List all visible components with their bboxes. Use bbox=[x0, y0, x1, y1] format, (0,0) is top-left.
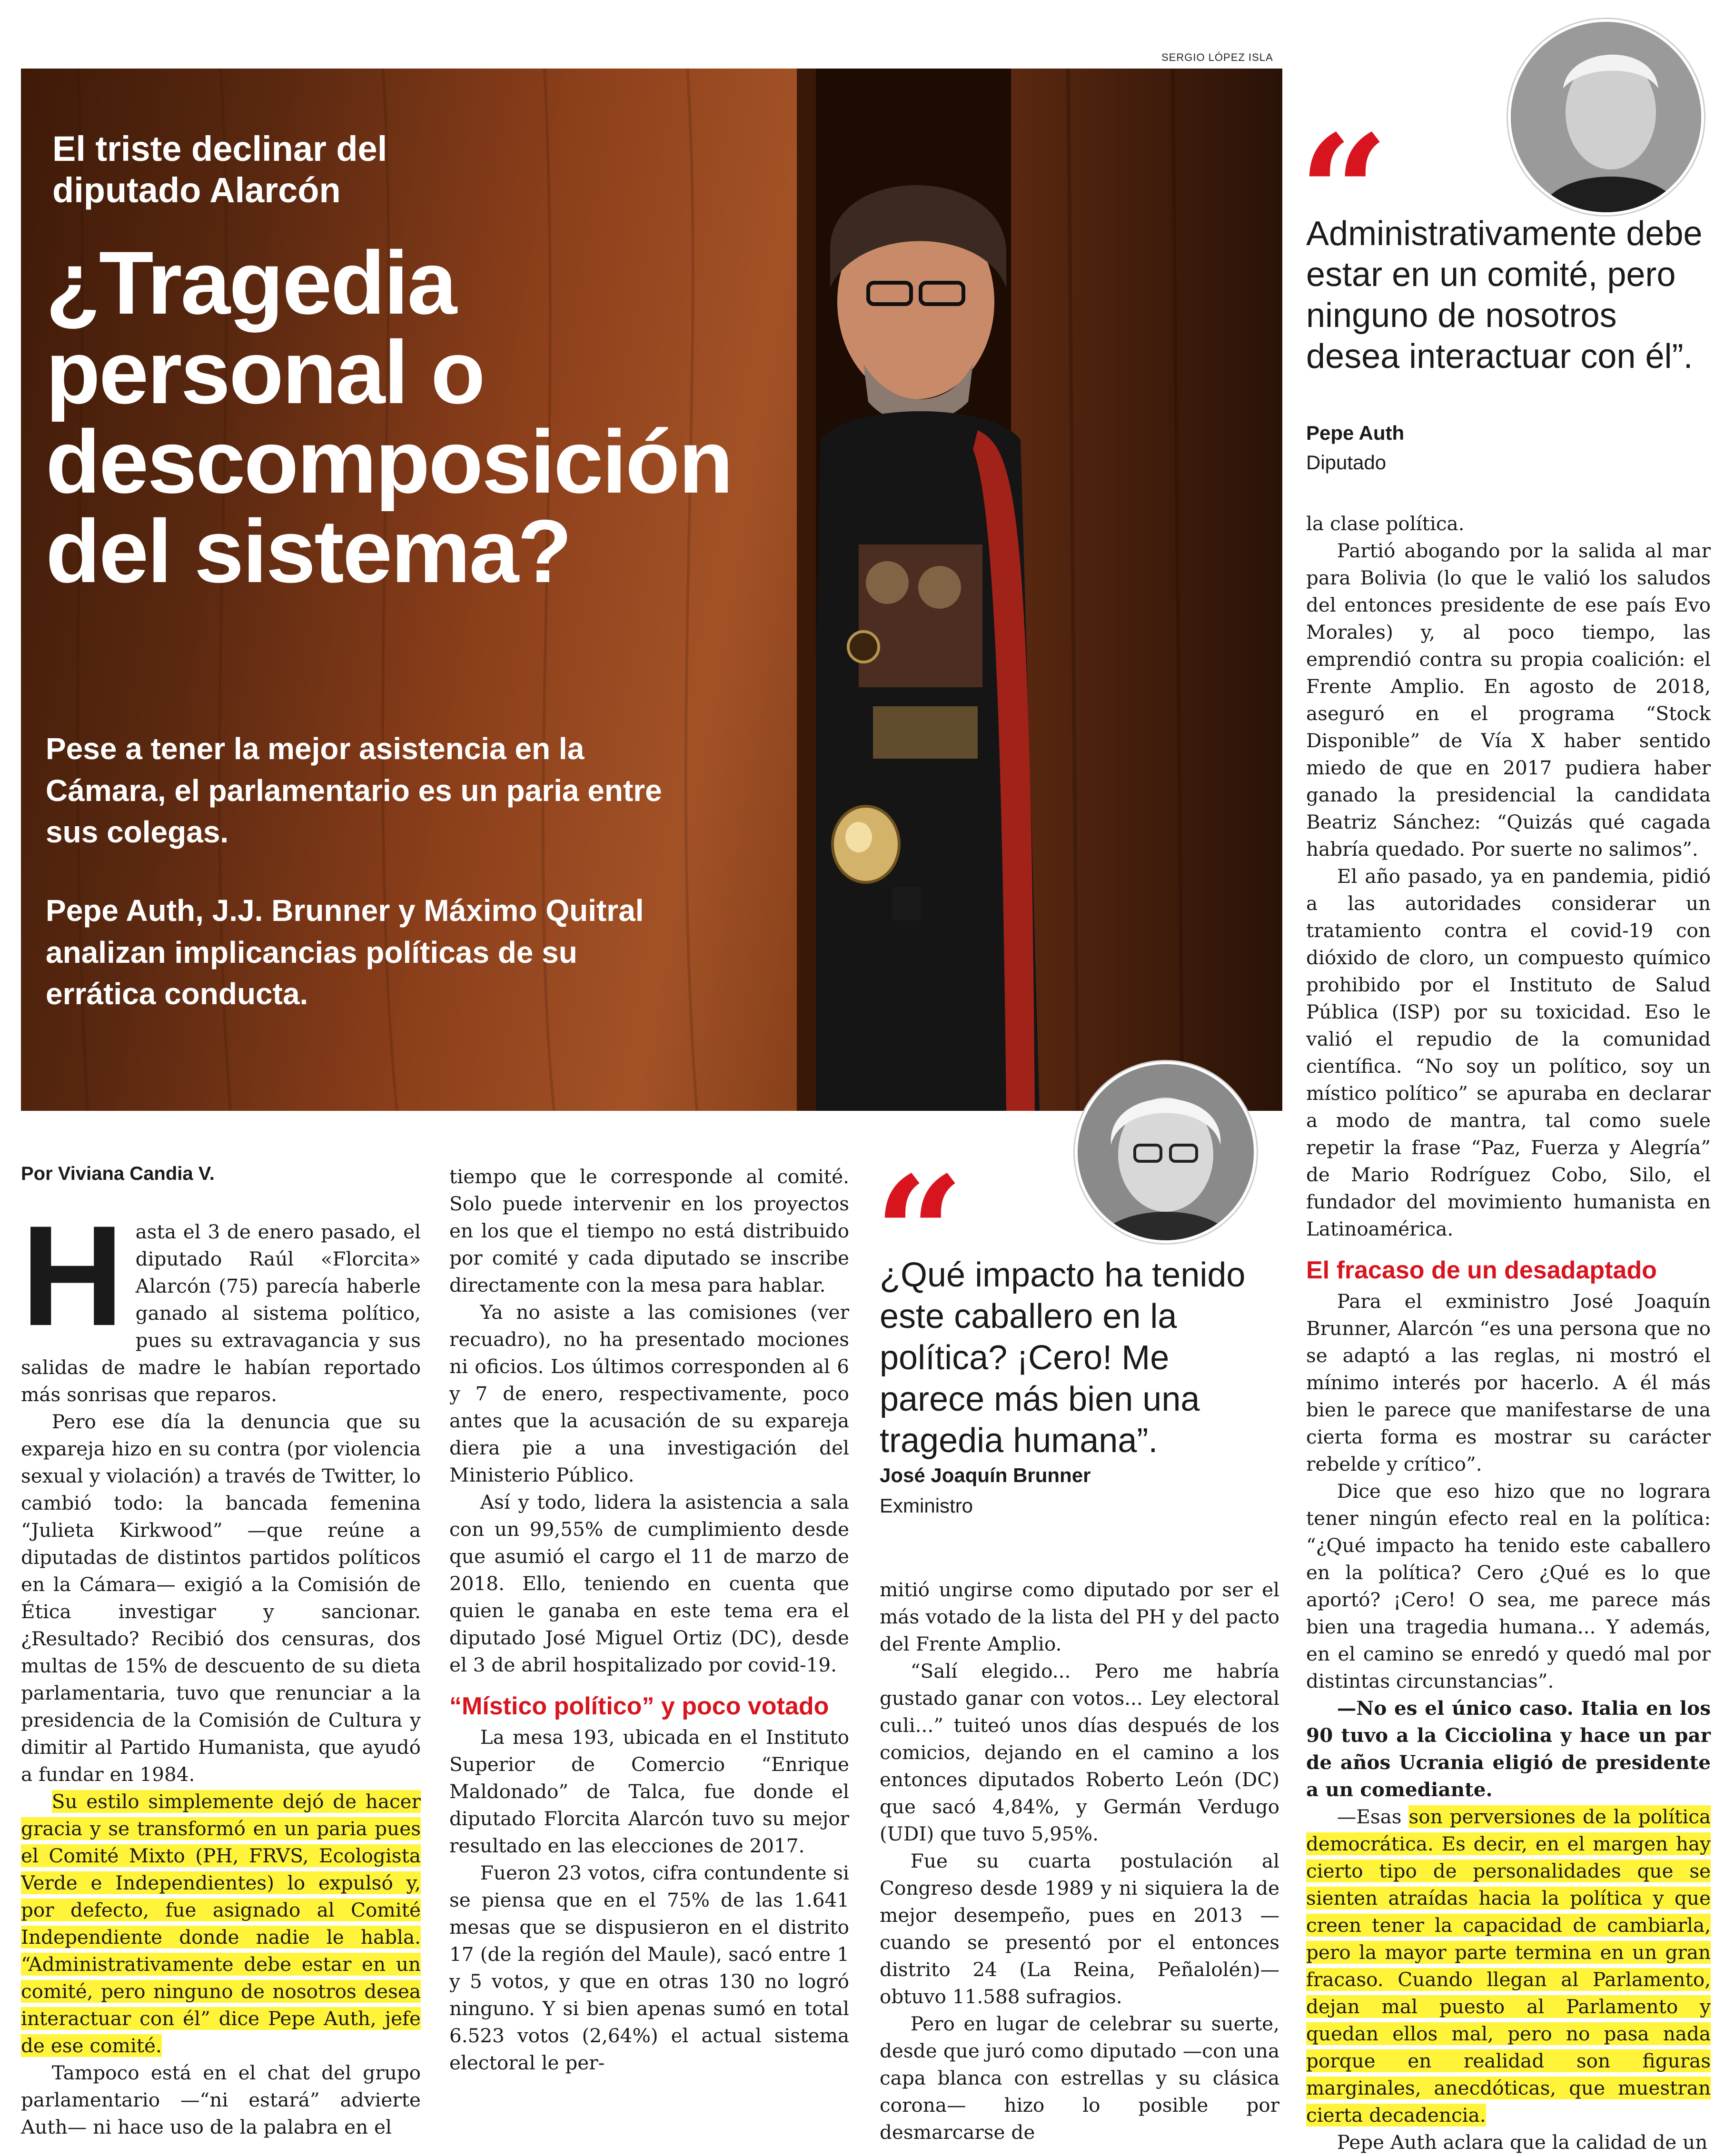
col4-paragraph-4: Para el exministro José Joaquín Brunner, Alarcón “es una persona que no se adaptó a las reglas, ni mostró el mínimo interés por hacerlo. A él más bien le parece que manifestarse de una cierta forma es mostrar su carácter rebelde y crítico”. bbox=[1306, 1290, 1711, 1476]
column-2 bbox=[449, 1163, 849, 2077]
col3-paragraph-4: Pero en lugar de celebrar su suerte, desde que juró como diputado —con una capa blanca con estrellas y su clásica corona— hizo lo posible por desmarcarse de bbox=[880, 2012, 1279, 2144]
portrait-jose-joaquin-brunner bbox=[1075, 1061, 1257, 1243]
col1-paragraph-4: Tampoco está en el chat del grupo parlamentario —“ni estará” advierte Auth— ni hace uso de la palabra en el bbox=[21, 2061, 421, 2138]
lead-paragraph-1: Pese a tener la mejor asistencia en la Cámara, el parlamentario es un paria entre sus colegas. bbox=[46, 732, 662, 850]
col4-paragraph-5: Dice que eso hizo que no lograra tener ningún efecto real en la política: “¿Qué impacto ha tenido este caballero en la política? Cero ¿Qué es lo que aportó? ¡Cero! O sea, me parece más bien una tragedia humana... Y además, en el camino se enredó y quedó mal por distintas circunstancias”. bbox=[1306, 1480, 1711, 1693]
quote-2-role: Exministro bbox=[880, 1494, 973, 1517]
quote-1-role: Diputado bbox=[1306, 451, 1387, 474]
photo-credit: SERGIO LÓPEZ ISLA bbox=[1161, 51, 1273, 63]
col4-subheading: El fracaso de un desadaptado bbox=[1306, 1256, 1657, 1284]
col2-paragraph-1: tiempo que le corresponde al comité. Solo puede intervenir en los proyectos en los que el tiempo no está distribuido por comité y cada diputado se inscribe directamente con la mesa para hablar. bbox=[449, 1165, 849, 1296]
column-4 bbox=[1306, 510, 1711, 2156]
quote-1-name: Pepe Auth bbox=[1306, 422, 1405, 444]
quote-1-text: Administrativamente debe estar en un comité, pero ninguno de nosotros desea interactuar con él”. bbox=[1306, 215, 1703, 376]
col1-paragraph-3-highlighted: Su estilo simplemente dejó de hacer gracia y se transformó en un paria pues el Comité Mixto (PH, FRVS, Ecologista Verde e Independientes) lo expulsó y, por defecto, fue asignado al Comité Independiente donde nadie le habla. “Administrativamente debe estar en un comité, pero ninguno de nosotros desea interactuar con él” dice Pepe Auth, jefe de ese comité. bbox=[21, 1790, 421, 2057]
lead-paragraph-2: Pepe Auth, J.J. Brunner y Máximo Quitral analizan implicancias políticas de su errática conducta. bbox=[46, 893, 644, 1011]
col3-paragraph-3: Fue su cuarta postulación al Congreso desde 1989 y ni siquiera la de mejor desempeño, pues en 2013 —cuando se presentó por el entonces distrito 24 (La Reina, Peñalolén)— obtuvo 11.588 sufragios. bbox=[880, 1849, 1279, 2008]
kicker: El triste declinar del diputado Alarcón bbox=[52, 129, 387, 210]
col4-paragraph-2: Partió abogando por la salida al mar para Bolivia (lo que le valió los saludos del entonces presidente de ese país Evo Morales) y, al poco tiempo, las emprendió contra su propia coalición: el Frente Amplio. En agosto de 2018, aseguró en el programa “Stock Disponible” de Vía X haber sentido miedo de que en 2017 pudiera haber ganado la presidencial la candidata Beatriz Sánchez: “Quizás qué cagada habría quedado. Por suerte no salimos”. bbox=[1306, 539, 1711, 860]
quote-2-name: José Joaquín Brunner bbox=[880, 1464, 1091, 1486]
column-3 bbox=[880, 1576, 1279, 2146]
col4-paragraph-7: Pepe Auth aclara que la calidad de un bbox=[1337, 2131, 1708, 2154]
portrait-pepe-auth bbox=[1508, 19, 1704, 215]
col2-paragraph-4: La mesa 193, ubicada en el Instituto Superior de Comercio “Enrique Maldonado” de Talca, fue donde el diputado Florcita Alarcón tuvo su mejor resultado en las elecciones de 2017. bbox=[449, 1726, 849, 1858]
col4-paragraph-6-start: —Esas bbox=[1337, 1805, 1409, 1829]
hero-photo bbox=[21, 69, 1282, 1111]
col3-paragraph-2: “Salí elegido... Pero me habría gustado ganar con votos... Ley electoral culi...” tuiteó unos días después de los comicios, dejando en el camino a los entonces diputados Roberto León (DC) que sacó 4,84%, y Germán Verdugo (UDI) que tuvo 5,95%. bbox=[880, 1660, 1279, 1845]
col4-paragraph-3: El año pasado, ya en pandemia, pidió a las autoridades considerar un tratamiento contra el covid-19 con dióxido de cloro, un compuesto químico prohibido por el Instituto de Salud Pública (ISP) por su toxicidad. Eso le valió el repudio de la comunidad científica. “No soy un político, soy un místico político” se apuraba en declarar a modo de mantra, tal como suele repetir la frase “Paz, Fuerza y Alegría” de Mario Rodríguez Cobo, Silo, el fundador del movimiento humanista en Latinoamérica. bbox=[1306, 865, 1711, 1240]
quote-mark-1: “ bbox=[1299, 100, 1389, 285]
col3-paragraph-1: mitió ungirse como diputado por ser el más votado de la lista del PH y del pacto del Frente Amplio. bbox=[880, 1578, 1279, 1655]
col4-paragraph-6 bbox=[1306, 1803, 1711, 2129]
col2-paragraph-5: Fueron 23 votos, cifra contundente si se piensa que en el 75% de las 1.641 mesas que se dispusieron en el distrito 17 (de la región del Maule), sacó entre 1 y 5 votos, y que en otras 130 no logró ninguno. Y si bien apenas sumó en total 6.523 votos (2,64%) el actual sistema electoral le per- bbox=[449, 1861, 849, 2075]
col2-paragraph-3: Así y todo, lidera la asistencia a sala con un 99,55% de cumplimiento desde que asumió el cargo el 11 de marzo de 2018. Ello, teniendo en cuenta que quien le ganaba en este tema era el diputado José Miguel Ortiz (DC), desde el 3 de abril hospitalizado por covid-19. bbox=[449, 1491, 849, 1676]
dropcap: H bbox=[21, 1196, 124, 1355]
col1-paragraph-1: asta el 3 de enero pasado, el diputado Raúl «Florcita» Alarcón (75) parecía haberle ganado al sistema político, pues su extravagancia y sus salidas de madre le habían reportado más sonrisas que reparos. bbox=[21, 1220, 421, 1406]
col4-interview-question: —No es el único caso. Italia en los 90 tuvo a la Cicciolina y hace un par de años Ucrania eligió de presidente a un comediante. bbox=[1306, 1697, 1711, 1801]
avatar bbox=[1511, 22, 1701, 212]
column-1 bbox=[21, 1196, 421, 2141]
col4-paragraph-6-highlighted: son perversiones de la política democrática. Es decir, en el margen hay cierto tipo de personalidades que se sienten atraídas hacia la política y que creen tener la capacidad de cambiarla, pero la mayor parte termina en un gran fracaso. Cuando llegan al Parlamento, dejan mal puesto al Parlamento y quedan ellos mal, pero no pasa nada porque en realidad son figuras marginales, anecdóticas, que muestran cierta decadencia. bbox=[1306, 1805, 1711, 2127]
col1-paragraph-2: Pero ese día la denuncia que su expareja hizo en su contra (por violencia sexual y violación) a través de Twitter, lo cambió todo: la bancada femenina “Julieta Kirkwood” —que reúne a diputadas de distintos partidos políticos en la Cámara— exigió a la Comisión de Ética investigar y sancionar. ¿Resultado? Recibió dos censuras, dos multas de 15% de descuento de su dieta parlamentaria, tuvo que renunciar a la presidencia de la Comisión de Cultura y dimitir al Partido Humanista, que ayudó a fundar en 1984. bbox=[21, 1410, 421, 1786]
col4-paragraph-1: la clase política. bbox=[1306, 512, 1465, 535]
col2-paragraph-2: Ya no asiste a las comisiones (ver recuadro), no ha presentado mociones ni oficios. Los últimos corresponden al 6 y 7 de enero, respectivamente, poco antes que la acusación de su expareja diera pie a una investigación del Ministerio Público. bbox=[449, 1301, 849, 1486]
quote-2-text: ¿Qué impacto ha tenido este caballero en la política? ¡Cero! Me parece más bien una tragedia humana”. bbox=[880, 1256, 1246, 1460]
byline: Por Viviana Candia V. bbox=[21, 1163, 215, 1184]
col2-subheading: “Místico político” y poco votado bbox=[449, 1692, 829, 1720]
headline: ¿Tragedia personal o descomposición del sistema? bbox=[46, 233, 732, 601]
avatar bbox=[1078, 1064, 1254, 1240]
quote-mark-2: “ bbox=[874, 1142, 964, 1326]
